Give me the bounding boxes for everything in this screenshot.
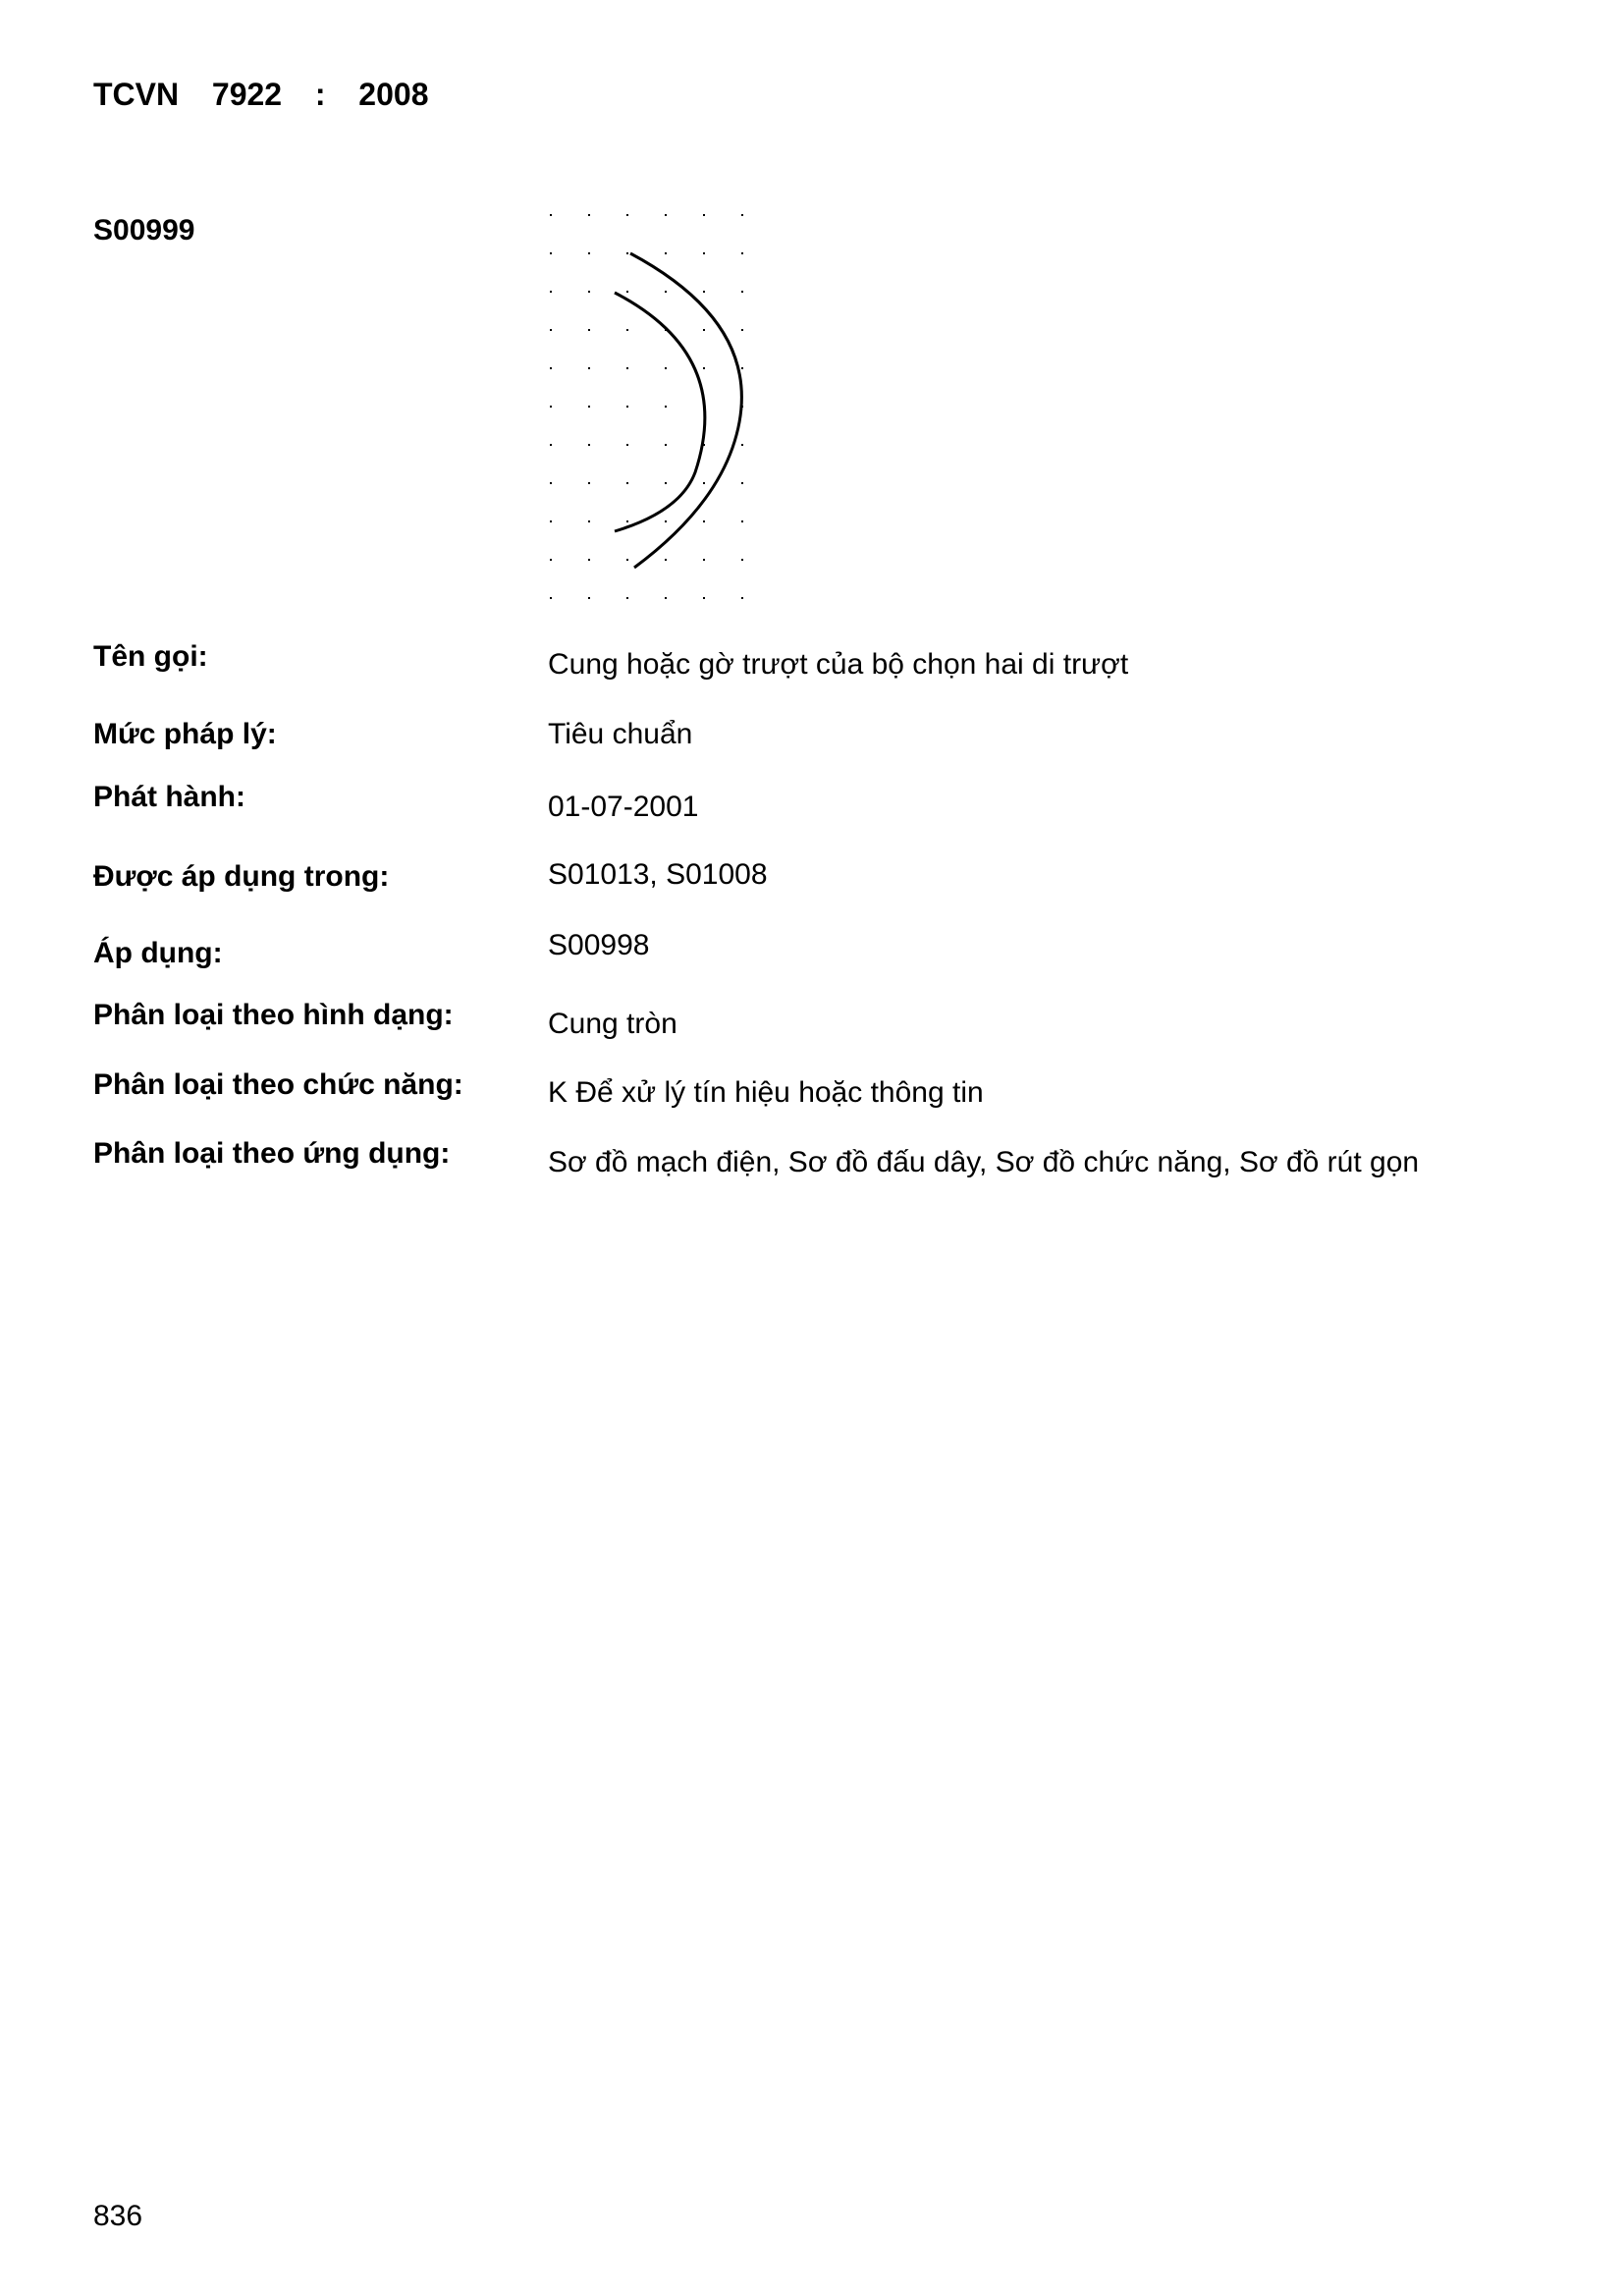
grid-dot <box>741 559 743 561</box>
grid-dot <box>626 482 628 484</box>
grid-dot <box>703 214 705 216</box>
grid-dot <box>665 367 667 369</box>
page-number: 836 <box>93 2200 143 2232</box>
field-label-applies: Áp dụng: <box>93 937 223 969</box>
grid-dot <box>626 252 628 254</box>
grid-dot <box>703 520 705 522</box>
grid-dot <box>550 252 552 254</box>
grid-dot <box>665 559 667 561</box>
grid-dot <box>626 520 628 522</box>
grid-dot <box>741 444 743 446</box>
grid-dot <box>665 482 667 484</box>
grid-dot <box>588 559 590 561</box>
grid-dot <box>665 444 667 446</box>
field-value-shape-class: Cung tròn <box>548 1008 677 1040</box>
grid-dot <box>626 291 628 293</box>
grid-dot <box>550 520 552 522</box>
grid-dot <box>626 406 628 408</box>
field-label-legal-level: Mức pháp lý: <box>93 718 277 750</box>
field-label-function-class: Phân loại theo chức năng: <box>93 1068 463 1101</box>
field-value-name: Cung hoặc gờ trượt của bộ chọn hai di trượt <box>548 648 1129 681</box>
grid-dot <box>588 482 590 484</box>
grid-dot <box>588 214 590 216</box>
field-value-application-class: Sơ đồ mạch điện, Sơ đồ đấu dây, Sơ đồ chức năng, Sơ đồ rút gọn <box>548 1146 1420 1178</box>
grid-dot <box>703 329 705 331</box>
field-value-issued: 01-07-2001 <box>548 791 699 823</box>
grid-dot <box>626 367 628 369</box>
field-value-function-class: K Để xử lý tín hiệu hoặc thông tin <box>548 1076 984 1109</box>
grid-dot <box>588 444 590 446</box>
grid-dot <box>665 291 667 293</box>
grid-dot <box>588 597 590 599</box>
grid-dot <box>550 597 552 599</box>
field-label-shape-class: Phân loại theo hình dạng: <box>93 999 454 1031</box>
grid-dot <box>741 597 743 599</box>
grid-dot <box>626 214 628 216</box>
double-arc-symbol-icon <box>538 202 764 615</box>
grid-dot <box>588 520 590 522</box>
grid-dot <box>741 291 743 293</box>
field-label-application-class: Phân loại theo ứng dụng: <box>93 1137 451 1170</box>
grid-dot <box>550 482 552 484</box>
field-value-applies: S00998 <box>548 929 650 961</box>
field-value-applied-in: S01013, S01008 <box>548 858 768 891</box>
grid-dot <box>741 367 743 369</box>
grid-dot <box>741 482 743 484</box>
grid-dot <box>703 482 705 484</box>
grid-dot <box>626 559 628 561</box>
grid-dot <box>665 520 667 522</box>
symbol-code: S00999 <box>93 214 195 246</box>
document-header: TCVN 7922 : 2008 <box>93 77 429 112</box>
grid-dot <box>626 329 628 331</box>
grid-dot <box>550 329 552 331</box>
grid-dot <box>665 214 667 216</box>
field-label-issued: Phát hành: <box>93 781 245 813</box>
grid-dot <box>588 329 590 331</box>
grid-dot <box>588 291 590 293</box>
grid-dot <box>588 406 590 408</box>
grid-dot <box>550 214 552 216</box>
field-label-applied-in: Được áp dụng trong: <box>93 860 390 893</box>
grid-dot <box>741 520 743 522</box>
grid-dot <box>665 597 667 599</box>
grid-dot <box>550 406 552 408</box>
grid-dot <box>588 367 590 369</box>
dot-grid <box>550 214 743 599</box>
grid-dot <box>703 291 705 293</box>
grid-dot <box>550 291 552 293</box>
grid-dot <box>703 597 705 599</box>
grid-dot <box>550 367 552 369</box>
grid-dot <box>626 444 628 446</box>
grid-dot <box>665 406 667 408</box>
inner-arc <box>615 293 705 531</box>
grid-dot <box>741 252 743 254</box>
grid-dot <box>665 252 667 254</box>
grid-dot <box>550 559 552 561</box>
grid-dot <box>741 329 743 331</box>
grid-dot <box>703 252 705 254</box>
grid-dot <box>588 252 590 254</box>
grid-dot <box>703 367 705 369</box>
grid-dot <box>626 597 628 599</box>
field-label-name: Tên gọi: <box>93 640 208 673</box>
grid-dot <box>703 559 705 561</box>
grid-dot <box>550 444 552 446</box>
field-value-legal-level: Tiêu chuẩn <box>548 718 693 750</box>
grid-dot <box>741 214 743 216</box>
